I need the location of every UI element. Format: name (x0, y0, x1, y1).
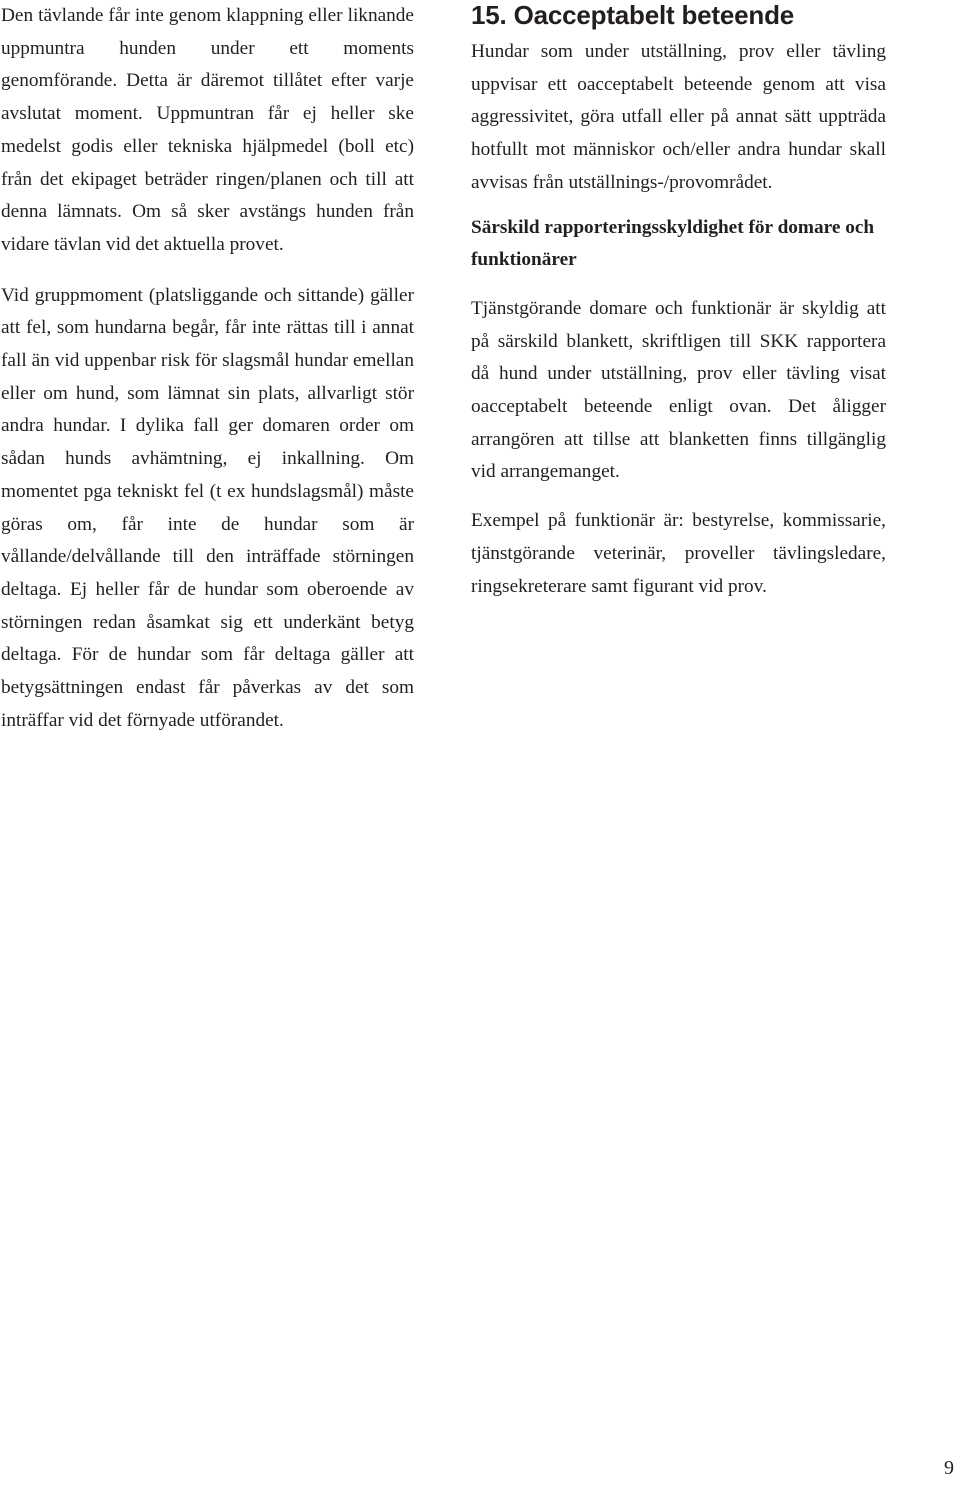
reporting-duty-subheading: Särskild rapporteringsskyldighet för domare och funktionärer (471, 216, 875, 271)
page-number: 9 (944, 1457, 954, 1479)
section-title: 15. Oacceptabelt beteende (471, 0, 795, 30)
left-column (1, 0, 414, 737)
section-intro-paragraph: Hundar som under utställning, prov eller tävling uppvisar ett oacceptabelt beteende genom att visa aggressivitet, göra utfall eller på annat sätt uppträda hotfullt mot människor och/eller andra hundar skall avvisas från utställnings-/provområdet. (471, 41, 886, 193)
official-examples-paragraph: Exempel på funktionär är: bestyrelse, kommissarie, tjänstgörande veterinär, proveller tävlingsledare, ringsekreterare samt figurant vid prov. (471, 510, 886, 597)
rules-paragraph-encouragement: Den tävlande får inte genom klappning eller liknande uppmuntra hunden under ett moments genomförande. Detta är däremot tillåtet efter varje avslutat moment. Uppmuntran får ej heller ske medelst godis eller tekniska hjälpmedel (boll etc) från det ekipaget beträder ringen/planen och till att denna lämnats. Om så sker avstängs hunden från vidare tävlan vid det aktuella provet. (1, 5, 414, 255)
rules-paragraph-group-exercises: Vid gruppmoment (platsliggande och sittande) gäller att fel, som hundarna begår, får inte rättas till i annat fall än vid uppenbar risk för slagsmål hundar emellan eller om hund, som lämnat sin plats, allvarligt stör andra hundar. I dylika fall ger domaren order om sådan hunds avhämtning, ej inkallning. Om momentet pga tekniskt fel (t ex hundslagsmål) måste göras om, får inte de hundar som är vållande/delvållande till den inträffade störningen deltaga. Ej heller får de hundar som oberoende av störningen redan åsamkat sig ett underkänt betyg deltaga. För de hundar som får deltaga gäller att betygsättningen endast får påverkas av det som inträffar vid det förnyade utförandet. (1, 284, 414, 731)
right-column (471, 0, 886, 603)
reporting-duty-paragraph: Tjänstgörande domare och funktionär är skyldig att på särskild blankett, skriftligen till SKK rapportera då hund under utställning, prov eller tävling visat oacceptabelt beteende enligt ovan. Det åligger arrangören att tillse att blanketten finns tillgänglig vid arrangemanget. (471, 297, 886, 483)
